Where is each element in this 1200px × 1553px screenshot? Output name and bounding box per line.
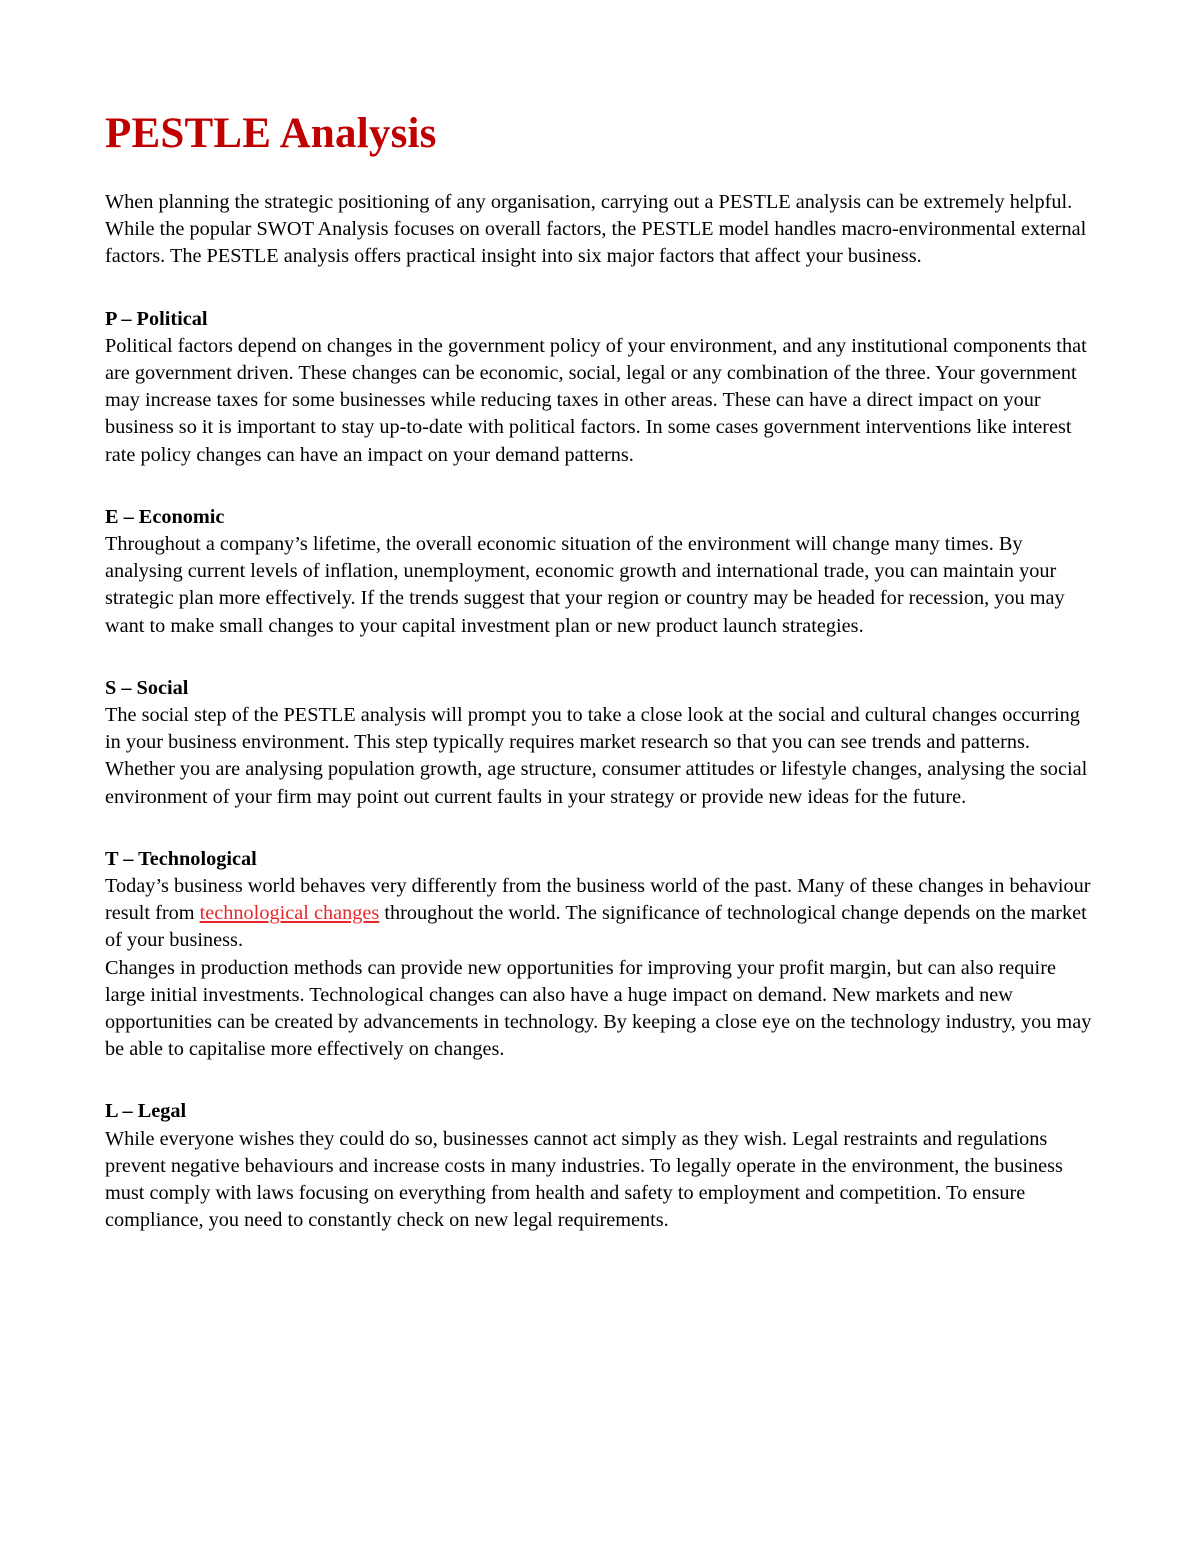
technological-text-after-link: throughout the world. The significance of technological change depends on the market of your business. — [105, 902, 1087, 952]
section-body-technological — [105, 873, 1100, 955]
technological-changes-link[interactable]: technological changes — [199, 902, 380, 925]
section-legal — [105, 1098, 1100, 1234]
section-heading-political: P – Political — [105, 307, 208, 330]
section-social — [105, 675, 1100, 811]
section-economic — [105, 504, 1100, 640]
page-title: PESTLE Analysis — [105, 110, 437, 157]
section-heading-economic: E – Economic — [105, 505, 225, 528]
section-body-technological-2: Changes in production methods can provide new opportunities for improving your profit margin, but can also require large initial investments. Technological changes can also have a huge impact on demand. New markets and new opportunities can be created by advancements in technology. By keeping a close eye on the technology industry, you may be able to capitalise more effectively on changes. — [105, 956, 1092, 1061]
intro-paragraph: When planning the strategic positioning of any organisation, carrying out a PESTLE analysis can be extremely helpful. While the popular SWOT Analysis focuses on overall factors, the PESTLE model handles macro-environmental external factors. The PESTLE analysis offers practical insight into six major factors that affect your business. — [105, 191, 1087, 268]
section-body-economic: Throughout a company’s lifetime, the overall economic situation of the environment will change many times. By analysing current levels of inflation, unemployment, economic growth and international trade, you can maintain your strategic plan more effectively. If the trends suggest that your region or country may be headed for recession, you may want to make small changes to your capital investment plan or new product launch strategies. — [105, 533, 1065, 637]
section-heading-social: S – Social — [105, 676, 189, 699]
section-body-political: Political factors depend on changes in the government policy of your environment, and any institutional components that are government driven. These changes can be economic, social, legal or any combination of the three. Your government may increase taxes for some businesses while reducing taxes in other areas. These can have a direct impact on your business so it is important to stay up-to-date with political factors. In some cases government interventions like interest rate policy changes can have an impact on your demand patterns. — [105, 334, 1087, 466]
section-body-social: The social step of the PESTLE analysis will prompt you to take a close look at the social and cultural changes occurring in your business environment. This step typically requires market research so that you can see trends and patterns. Whether you are analysing population growth, age structure, consumer attitudes or lifestyle changes, analysing the social environment of your firm may point out current faults in your strategy or provide new ideas for the future. — [105, 704, 1088, 808]
section-body-legal: While everyone wishes they could do so, businesses cannot act simply as they wish. Legal restraints and regulations prevent negative behaviours and increase costs in many industries. To legally operate in the environment, the business must comply with laws focusing on everything from health and safety to employment and competition. To ensure compliance, you need to constantly check on new legal requirements. — [105, 1127, 1063, 1232]
section-technological — [105, 846, 1100, 1064]
technological-text-before-link: Today’s business world behaves very differently from the business world of the past. Many of these changes in behaviour result from — [105, 875, 1091, 925]
section-heading-technological: T – Technological — [105, 847, 257, 870]
document-page — [105, 108, 1100, 1270]
section-heading-legal: L – Legal — [105, 1100, 187, 1123]
section-political — [105, 306, 1100, 469]
